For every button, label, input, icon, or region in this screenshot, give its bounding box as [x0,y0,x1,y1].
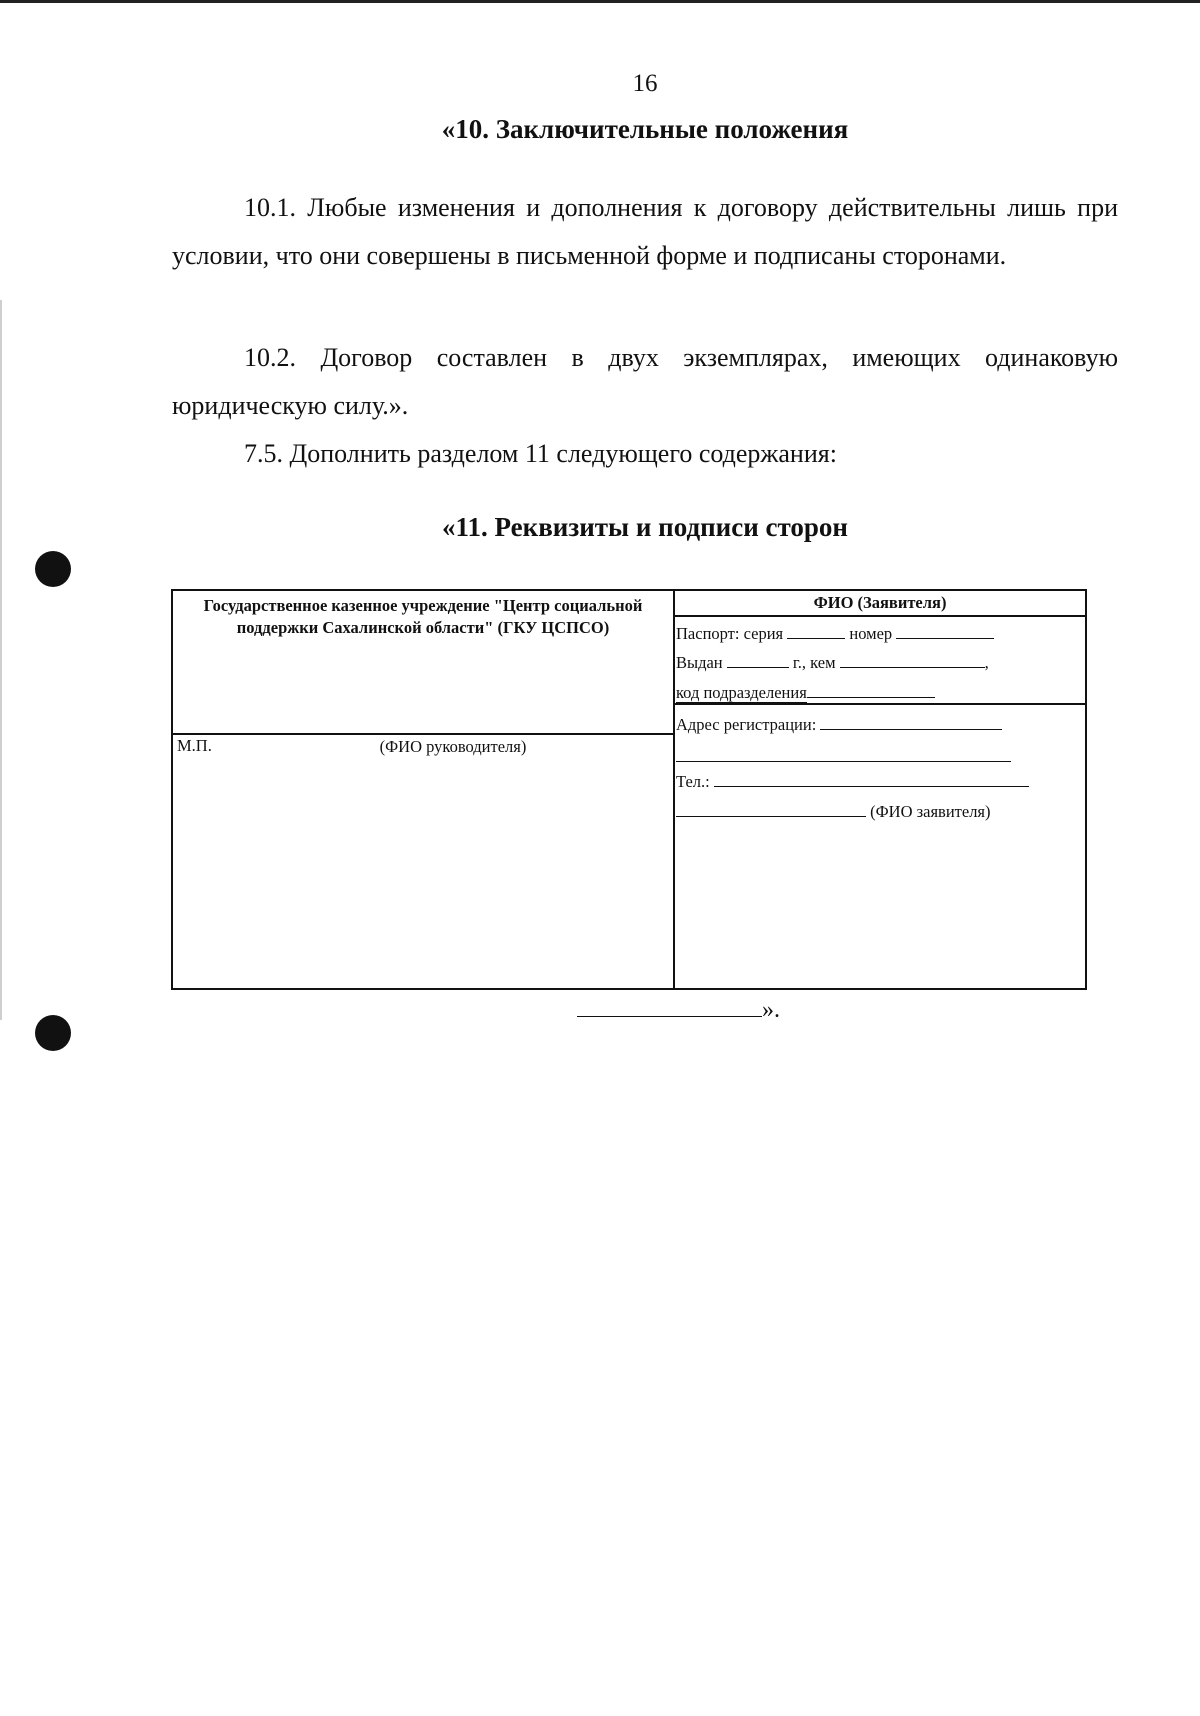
paragraph-10-2-text: 10.2. Договор составлен в двух экземплярах, имеющих одинаковую юридическую силу.». [172,343,1118,420]
scan-left-edge [0,300,2,1020]
applicant-header: ФИО (Заявителя) [673,591,1087,617]
passport-series-blank [787,623,845,639]
closing-mark [577,996,780,1024]
passport-line [676,623,994,644]
address-label: Адрес регистрации: [676,715,817,734]
division-code-label: код подразделения [676,683,807,702]
applicant-section-rule [673,703,1087,705]
issued-by-blank [840,652,985,668]
passport-number-label: номер [849,624,893,643]
issued-line [676,652,989,673]
column-divider [673,591,675,988]
issued-by-label: г., кем [792,653,836,672]
applicant-signature-line [676,801,991,822]
organization-name: Государственное казенное учреждение "Центр социальной поддержки Сахалинской области" (ГКУ ЦСПСО) [203,596,643,637]
requisites-table [171,589,1087,990]
address-blank [820,714,1002,730]
paragraph-7-5-text: 7.5. Дополнить разделом 11 следующего содержания: [244,439,837,468]
section-10-heading: «10. Заключительные положения [441,114,849,144]
paragraph-7-5 [172,430,1118,478]
issued-year-blank [727,652,789,668]
phone-line [676,771,1029,792]
director-name-caption: (ФИО руководителя) [379,737,527,756]
passport-number-blank [896,623,994,639]
section-11-heading: «11. Реквизиты и подписи сторон [442,512,848,542]
applicant-signature-blank [676,801,866,817]
page-number: 16 [632,70,658,97]
page-top-edge [0,0,1200,3]
division-line [676,682,935,703]
address-continuation-line [676,761,1011,762]
issued-label: Выдан [676,653,723,672]
seal-placeholder: М.П. [177,736,212,755]
closing-quote: ». [762,997,780,1023]
punch-hole-top [35,551,71,587]
applicant-name-caption: (ФИО заявителя) [870,802,991,821]
closing-blank [577,996,762,1017]
issued-comma: , [984,653,989,672]
paragraph-10-1-text: 10.1. Любые изменения и дополнения к договору действительны лишь при условии, что они совершены в письменной форме и подписаны сторонами. [172,193,1118,270]
division-code-blank [807,682,935,698]
paragraph-10-2 [172,334,1118,430]
address-line [676,714,1002,735]
punch-hole-bottom [35,1015,71,1051]
phone-blank [714,771,1029,787]
phone-label: Тел.: [676,772,710,791]
passport-series-label: Паспорт: серия [676,624,784,643]
paragraph-10-1 [172,184,1118,280]
director-signature-line [173,733,673,735]
